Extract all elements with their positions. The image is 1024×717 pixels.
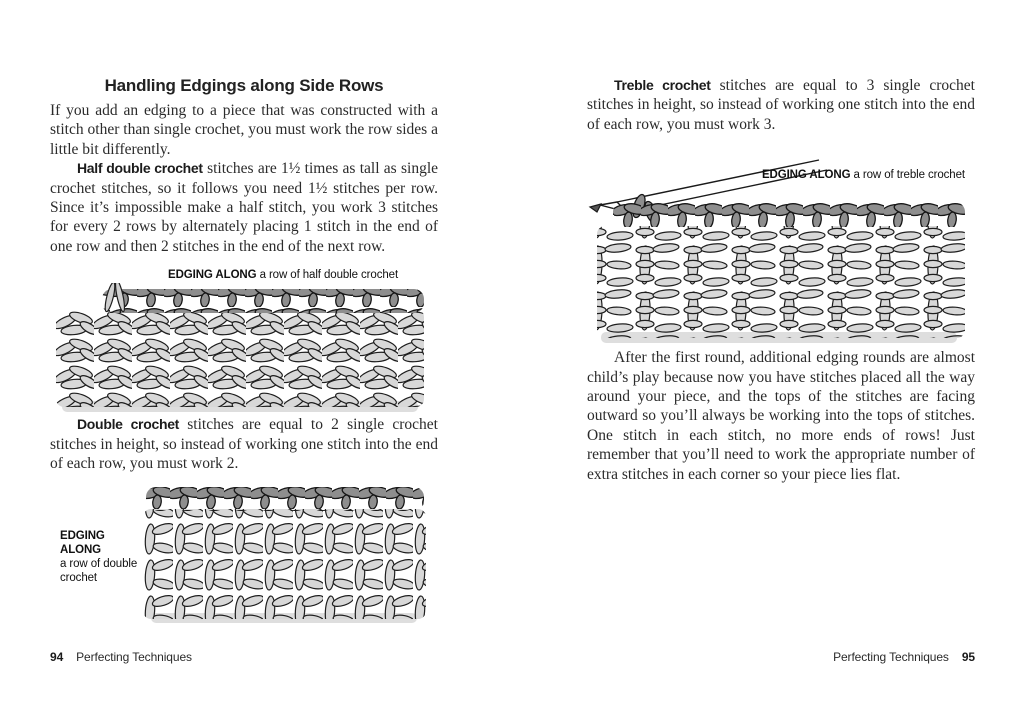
edging-row — [146, 487, 424, 511]
figure-caption-lead: EDGING ALONG — [168, 269, 257, 282]
figure-caption-lead: EDGING ALONG — [761, 169, 851, 182]
figure-caption-line2: crochet — [60, 572, 98, 585]
chapter-title: Perfecting Techniques — [76, 650, 192, 664]
figure-caption — [60, 529, 146, 585]
page-left — [50, 76, 438, 627]
paragraph-half-double-lead: Half double crochet — [77, 160, 203, 177]
paragraph-treble — [587, 76, 975, 134]
paragraph-half-double — [50, 159, 438, 256]
figure-treble-crochet — [587, 150, 975, 348]
paragraph-double-text: stitches are equal to 2 single crochet stitches in height, so instead of working one stitch into the end of each row, you must work 2. — [50, 416, 438, 473]
paragraph-treble-lead: Treble crochet — [614, 77, 711, 93]
stitch-body — [56, 309, 424, 407]
page-number: 94 — [50, 650, 64, 664]
figure-caption-lead: EDGING ALONG — [60, 530, 105, 557]
figure-caption-line1: a row of double — [60, 558, 138, 571]
paragraph-intro-text: If you add an edging to a piece that was constructed with a stitch other than single crochet, you must work the row sides a little bit differently. — [50, 102, 438, 158]
paragraph-double-lead: Double crochet — [77, 416, 180, 433]
figure-caption — [762, 168, 965, 182]
page-number: 95 — [961, 650, 975, 664]
figure-double-crochet — [50, 485, 438, 627]
edging-row — [613, 202, 965, 227]
footer-left — [50, 650, 192, 664]
figure-caption — [50, 268, 438, 282]
paragraph-after-first-round — [587, 348, 975, 484]
section-heading: Handling Edgings along Side Rows — [104, 76, 384, 95]
stitch-body — [143, 509, 426, 619]
figure-half-double-crochet — [50, 268, 438, 415]
paragraph-after-first-round-text: After the first round, additional edging rounds are almost child’s play because now you have stitches placed all the way around your piece, and the tops of the stitches are facing outward so you’ll always be working into the tops of stitches. One stitch in each stitch, no more ends of rows! Just remember that you’ll need to work the appropriate number of extra stitches in each corner so your piece lies flat. — [587, 349, 975, 483]
paragraph-treble-text: stitches are equal to 3 single crochet stitches in height, so instead of working one stitch into the end of each row, you must work 3. — [587, 77, 975, 133]
stitch-body — [597, 226, 965, 338]
edging-row — [102, 289, 424, 313]
figure-caption-text: a row of treble crochet — [850, 169, 965, 182]
paragraph-half-double-text: stitches are 1½ times as tall as single crochet stitches, so it follows you need 1½ stitches per row. Since it’s impossible make a half stitch, you work 3 stitches for every 2 rows by alternately placing 1 stitch in the end of one row and then 2 stitches in the end of the next row. — [50, 160, 439, 255]
double-crochet-illustration — [143, 485, 428, 627]
chapter-title: Perfecting Techniques — [833, 650, 949, 664]
figure-caption-text: a row of half double crochet — [256, 269, 399, 282]
paragraph-double — [50, 415, 438, 473]
paragraph-intro — [50, 101, 438, 159]
half-double-crochet-illustration — [56, 283, 428, 415]
footer-right — [833, 650, 975, 664]
page-right — [587, 76, 975, 484]
